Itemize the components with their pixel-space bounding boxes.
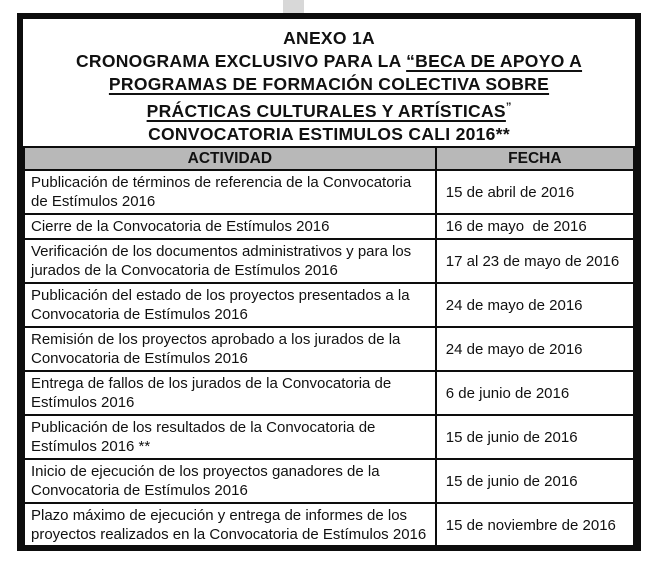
title-text-beca-underlined: “BECA DE APOYO A: [406, 51, 583, 71]
column-header-actividad: ACTIVIDAD: [24, 147, 436, 170]
cell-fecha: 15 de junio de 2016: [436, 415, 634, 459]
cell-fecha: 15 de noviembre de 2016: [436, 503, 634, 547]
table-row: [24, 415, 634, 459]
cell-fecha: 15 de junio de 2016: [436, 459, 634, 503]
cell-fecha: 16 de mayo de 2016: [436, 214, 634, 239]
closing-quote: ”: [505, 101, 512, 113]
cell-actividad: Publicación de los resultados de la Convocatoria de Estímulos 2016 **: [24, 415, 436, 459]
cell-actividad: Publicación de términos de referencia de la Convocatoria de Estímulos 2016: [24, 170, 436, 214]
document-frame: [17, 13, 641, 551]
cell-actividad: Cierre de la Convocatoria de Estímulos 2016: [24, 214, 436, 239]
title-line-annex: ANEXO 1A: [283, 28, 375, 48]
cell-fecha: 24 de mayo de 2016: [436, 283, 634, 327]
title-line-cronograma: [23, 50, 635, 73]
table-row: [24, 503, 634, 547]
table-row: [24, 214, 634, 239]
cell-actividad: Inicio de ejecución de los proyectos ganadores de la Convocatoria de Estímulos 2016: [24, 459, 436, 503]
title-text-prefix: CRONOGRAMA EXCLUSIVO PARA LA: [75, 51, 407, 71]
cell-fecha: 17 al 23 de mayo de 2016: [436, 239, 634, 283]
cell-actividad: Remisión de los proyectos aprobado a los jurados de la Convocatoria de Estímulos 2016: [24, 327, 436, 371]
cell-actividad: Publicación del estado de los proyectos presentados a la Convocatoria de Estímulos 2016: [24, 283, 436, 327]
schedule-table-container: [23, 146, 635, 548]
table-row: [24, 170, 634, 214]
title-text-programas-underlined: PROGRAMAS DE FORMACIÓN COLECTIVA SOBRE: [108, 74, 550, 94]
title-line-practicas: [23, 96, 635, 123]
cell-actividad: Entrega de fallos de los jurados de la Convocatoria de Estímulos 2016: [24, 371, 436, 415]
table-row: [24, 459, 634, 503]
table-header-row: [24, 147, 634, 170]
table-row: [24, 371, 634, 415]
cell-fecha: 15 de abril de 2016: [436, 170, 634, 214]
title-line-convocatoria: CONVOCATORIA ESTIMULOS CALI 2016**: [148, 124, 510, 144]
table-row: [24, 239, 634, 283]
schedule-table: [23, 146, 635, 548]
title-text-practicas-underlined: PRÁCTICAS CULTURALES Y ARTÍSTICAS: [146, 101, 506, 121]
document-title: [23, 19, 635, 146]
title-line-programas: [23, 73, 635, 96]
column-header-fecha: FECHA: [436, 147, 634, 170]
table-row: [24, 283, 634, 327]
cell-fecha: 24 de mayo de 2016: [436, 327, 634, 371]
cell-actividad: Plazo máximo de ejecución y entrega de informes de los proyectos realizados en la Convocatoria de Estímulos 2016: [24, 503, 436, 547]
cell-actividad: Verificación de los documentos administrativos y para los jurados de la Convocatoria de Estímulos 2016: [24, 239, 436, 283]
scan-artifact: [283, 0, 304, 13]
cell-fecha: 6 de junio de 2016: [436, 371, 634, 415]
table-row: [24, 327, 634, 371]
